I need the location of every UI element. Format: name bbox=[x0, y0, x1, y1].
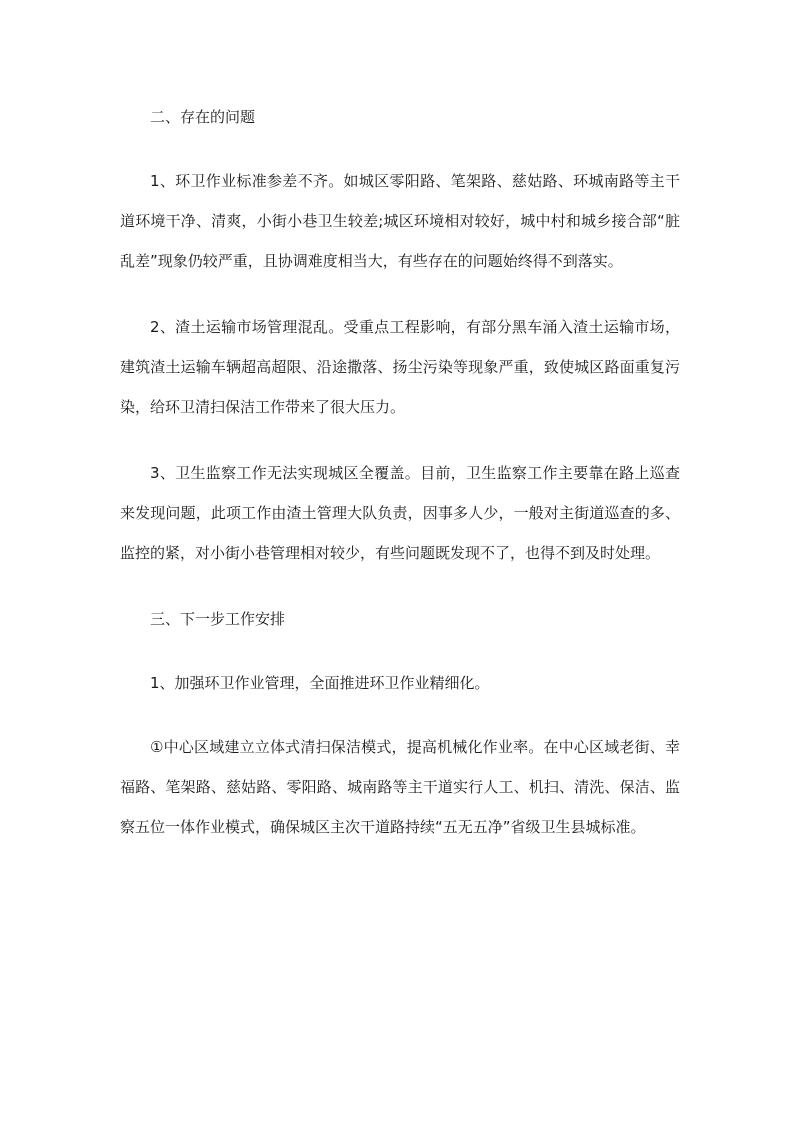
problem-paragraph-1: 1、环卫作业标准参差不齐。如城区零阳路、笔架路、慈姑路、环城南路等主干道环境干净、清爽，小街小巷卫生较差;城区环境相对较好，城中村和城乡接合部“脏乱差”现象仍较严重，且协调难度相当大，有些存在的问题始终得不到落实。 bbox=[120, 172, 680, 270]
section-heading-problems: 二、存在的问题 bbox=[150, 108, 256, 126]
section-heading-next-steps: 三、下一步工作安排 bbox=[150, 610, 286, 628]
plan-item-1: 1、加强环卫作业管理，全面推进环卫作业精细化。 bbox=[150, 674, 490, 692]
plan-subitem-1: ①中心区域建立立体式清扫保洁模式，提高机械化作业率。在中心区域老街、幸福路、笔架路、慈姑路、零阳路、城南路等主干道实行人工、机扫、清洗、保洁、监察五位一体作业模式，确保城区主次干道路持续“五无五净”省级卫生县城标准。 bbox=[120, 738, 680, 836]
problem-paragraph-3: 3、卫生监察工作无法实现城区全覆盖。目前，卫生监察工作主要靠在路上巡查来发现问题，此项工作由渣土管理大队负责，因事多人少，一般对主街道巡查的多、监控的紧，对小街小巷管理相对较少，有些问题既发现不了，也得不到及时处理。 bbox=[120, 464, 680, 562]
document-body bbox=[120, 97, 680, 873]
problem-paragraph-2: 2、渣土运输市场管理混乱。受重点工程影响，有部分黑车涌入渣土运输市场，建筑渣土运输车辆超高超限、沿途撒落、扬尘污染等现象严重，致使城区路面重复污染，给环卫清扫保洁工作带来了很大压力。 bbox=[120, 318, 680, 416]
